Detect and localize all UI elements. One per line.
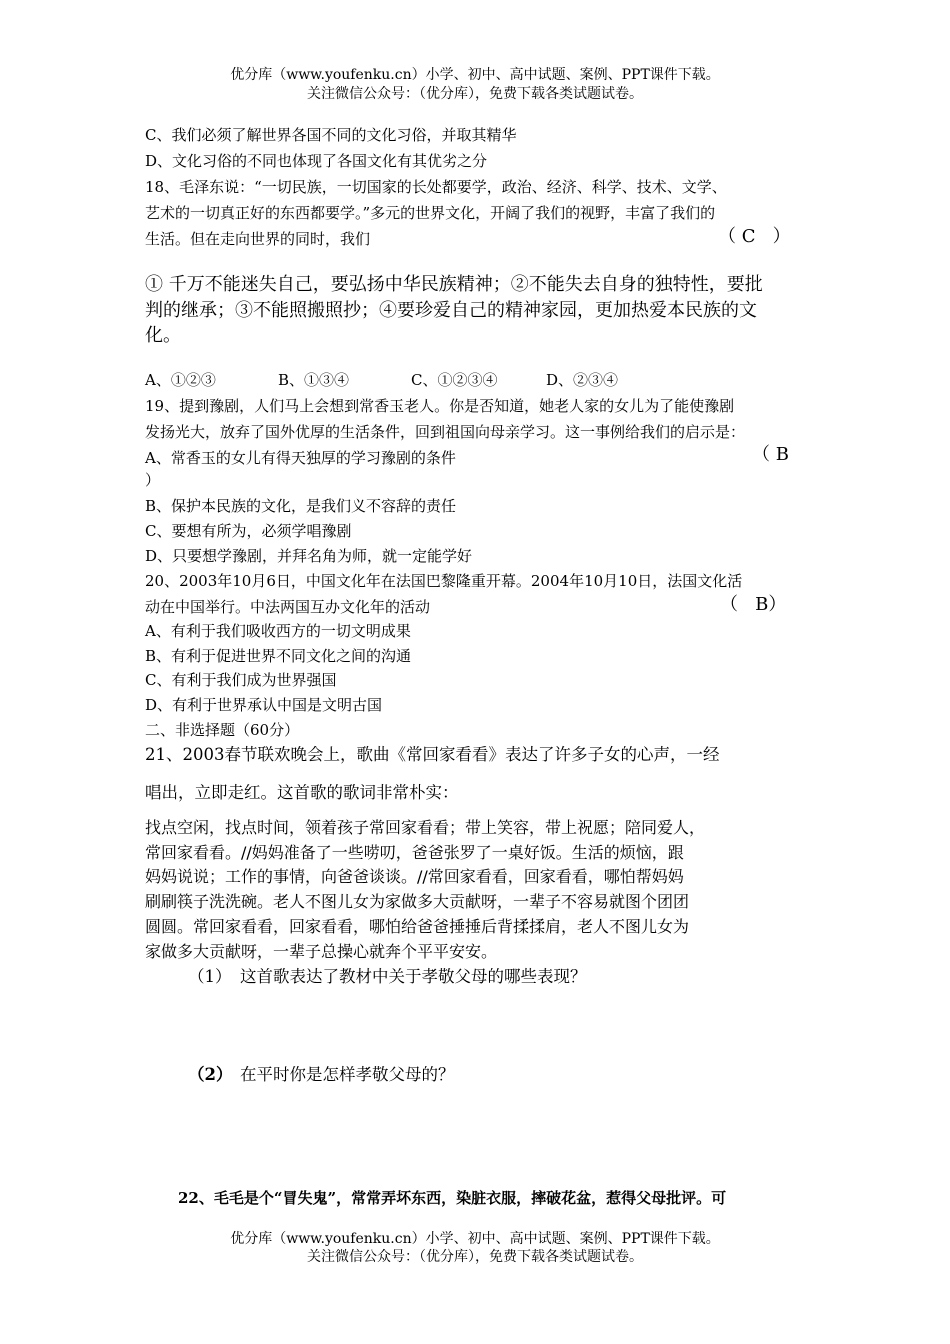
- q18-statements-line1: ① 千万不能迷失自己，要弘扬中华民族精神；②不能失去自身的独特性，要批: [145, 274, 763, 295]
- q18-option-c: C、①②③④: [411, 371, 498, 389]
- q20-option-a: A、有利于我们吸收西方的一切文明成果: [145, 622, 411, 640]
- q19-stem-line1: 19、提到豫剧，人们马上会想到常香玉老人。你是否知道，她老人家的女儿为了能使豫剧: [145, 397, 735, 415]
- section-heading: 二、非选择题（60分）: [145, 721, 300, 739]
- q19-option-a: A、常香玉的女儿有得天独厚的学习豫剧的条件: [145, 449, 456, 467]
- q19-option-c: C、要想有所为，必须学唱豫剧: [145, 522, 352, 540]
- q19-stem-line2: 发扬光大，放弃了国外优厚的生活条件，回到祖国向母亲学习。这一事例给我们的启示是：: [145, 423, 746, 441]
- q21-stem-line2: 唱出，立即走红。这首歌的歌词非常朴实：: [145, 783, 459, 802]
- q17-option-d: D、文化习俗的不同也体现了各国文化有其优劣之分: [145, 152, 488, 170]
- q20-stem-line1: 20、2003年10月6日，中国文化年在法国巴黎隆重开幕。2004年10月10日，法国文化活: [145, 572, 743, 590]
- q18-option-b: B、①③④: [278, 371, 350, 389]
- q19-option-d: D、只要想学豫剧，并拜名角为师，就一定能学好: [145, 547, 473, 565]
- q18-option-a: A、①②③: [145, 371, 216, 389]
- q18-statements-line3: 化。: [145, 325, 181, 346]
- q19-answer: （ B: [752, 444, 789, 465]
- q19-option-b: B、保护本民族的文化，是我们义不容辞的责任: [145, 497, 457, 515]
- q21-sub1-number: （1）: [188, 967, 232, 986]
- q21-lyrics-line5: 圆圆。常回家看看，回家看看，哪怕给爸爸捶捶后背揉揉肩，老人不图儿女为: [145, 917, 690, 936]
- q21-lyrics-line4: 刷刷筷子洗洗碗。老人不图儿女为家做多大贡献呀，一辈子不容易就图个团团: [145, 892, 690, 911]
- q20-answer: （ B）: [720, 594, 787, 615]
- page-footer-line1: 优分库（www.youfenku.cn）小学、初中、高中试题、案例、PPT课件下载。: [230, 1231, 720, 1247]
- q18-stem-line2: 艺术的一切真正好的东西都要学。”多元的世界文化，开阔了我们的视野，丰富了我们的: [145, 204, 716, 222]
- q18-answer: （ C ）: [718, 226, 791, 247]
- q18-statements-line2: 判的继承；③不能照搬照抄；④要珍爱自己的精神家园，更加热爱本民族的文: [145, 300, 757, 321]
- q21-lyrics-line6: 家做多大贡献呀，一辈子总操心就奔个平平安安。: [145, 942, 498, 961]
- q21-lyrics-line3: 妈妈说说；工作的事情，向爸爸谈谈。//常回家看看，回家看看，哪怕帮妈妈: [145, 867, 684, 886]
- q21-lyrics-line1: 找点空闲，找点时间，领着孩子常回家看看；带上笑容，带上祝愿；陪同爱人，: [145, 818, 706, 837]
- q20-option-d: D、有利于世界承认中国是文明古国: [145, 696, 383, 714]
- q21-sub1-text: 这首歌表达了教材中关于孝敬父母的哪些表现？: [240, 967, 587, 986]
- page-footer-line2: 关注微信公众号：（优分库），免费下载各类试题试卷。: [307, 1249, 643, 1265]
- q20-option-b: B、有利于促进世界不同文化之间的沟通: [145, 647, 412, 665]
- page-header-line1: 优分库（www.youfenku.cn）小学、初中、高中试题、案例、PPT课件下载。: [230, 67, 720, 83]
- q22-stem-line1: 22、毛毛是个“冒失鬼”，常常弄坏东西，染脏衣服，摔破花盆，惹得父母批评。可: [178, 1189, 727, 1207]
- q20-stem-line2: 动在中国举行。中法两国互办文化年的活动: [145, 598, 431, 616]
- q21-stem-line1: 21、2003春节联欢晚会上，歌曲《常回家看看》表达了许多子女的心声，一经: [145, 745, 720, 764]
- q21-lyrics-line2: 常回家看看。//妈妈准备了一些唠叨，爸爸张罗了一桌好饭。生活的烦恼，跟: [145, 843, 684, 862]
- q18-stem-line3: 生活。但在走向世界的同时，我们: [145, 230, 371, 248]
- q20-option-c: C、有利于我们成为世界强国: [145, 671, 337, 689]
- q19-answer-close: ）: [145, 471, 161, 489]
- q18-stem-line1: 18、毛泽东说：“一切民族，一切国家的长处都要学，政治、经济、科学、技术、文学、: [145, 178, 727, 196]
- q21-sub2-text: 在平时你是怎样孝敬父母的？: [240, 1065, 455, 1084]
- page-header-line2: 关注微信公众号：（优分库），免费下载各类试题试卷。: [307, 86, 643, 102]
- q21-sub2-number: （2）: [188, 1065, 233, 1084]
- q18-option-d: D、②③④: [546, 371, 619, 389]
- q17-option-c: C、我们必须了解世界各国不同的文化习俗，并取其精华: [145, 126, 517, 144]
